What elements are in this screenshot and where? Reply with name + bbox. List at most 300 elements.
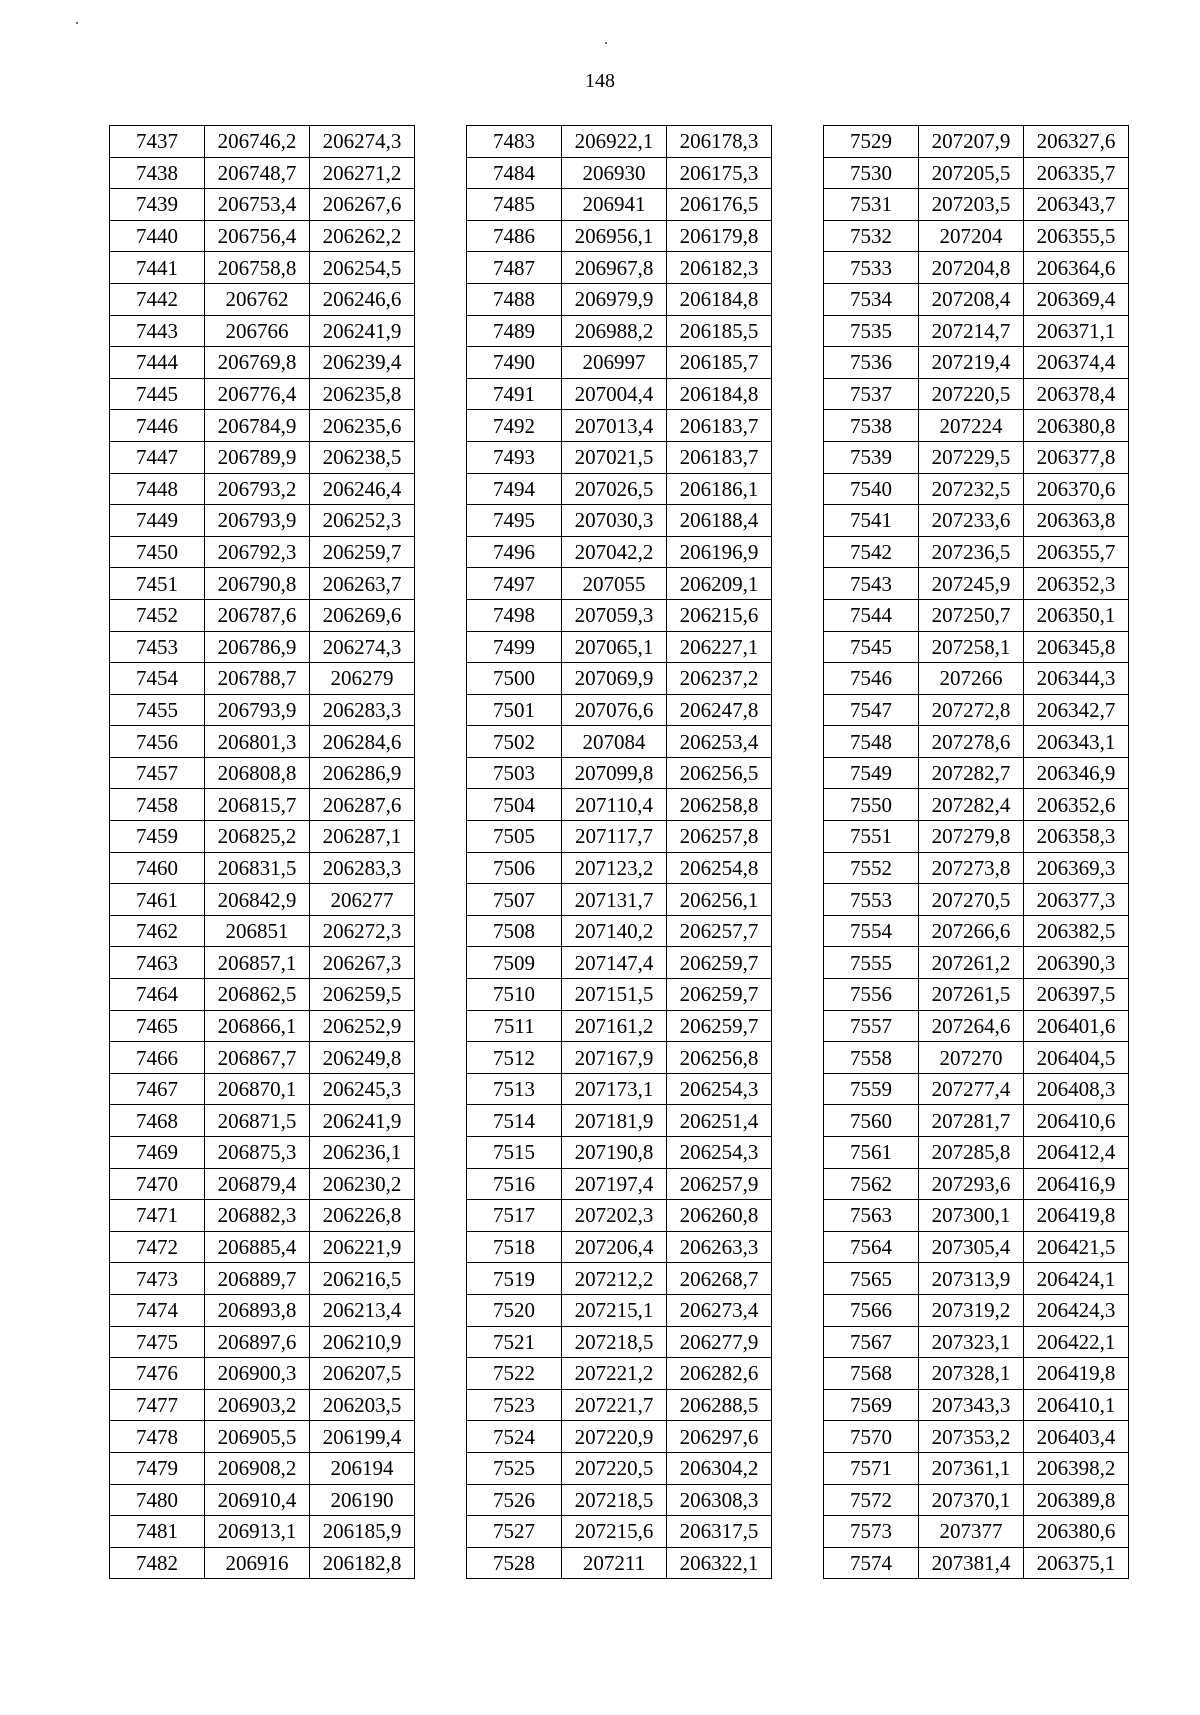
x-coordinate-cell: 207381,4 <box>919 1547 1024 1579</box>
point-number-cell: 7556 <box>824 979 919 1011</box>
point-number-cell: 7440 <box>110 220 205 252</box>
x-coordinate-cell: 207204,8 <box>919 252 1024 284</box>
y-coordinate-cell: 206410,6 <box>1024 1105 1129 1137</box>
x-coordinate-cell: 206769,8 <box>205 347 310 379</box>
y-coordinate-cell: 206369,4 <box>1024 283 1129 315</box>
x-coordinate-cell: 206956,1 <box>562 220 667 252</box>
x-coordinate-cell: 206885,4 <box>205 1231 310 1263</box>
x-coordinate-cell: 207282,7 <box>919 757 1024 789</box>
point-number-cell: 7505 <box>467 821 562 853</box>
x-coordinate-cell: 207220,9 <box>562 1421 667 1453</box>
y-coordinate-cell: 206419,8 <box>1024 1358 1129 1390</box>
table-row <box>824 1358 1129 1390</box>
y-coordinate-cell: 206251,4 <box>667 1105 772 1137</box>
point-number-cell: 7544 <box>824 599 919 631</box>
table-row <box>110 568 415 600</box>
point-number-cell: 7452 <box>110 599 205 631</box>
y-coordinate-cell: 206216,5 <box>310 1263 415 1295</box>
point-number-cell: 7480 <box>110 1484 205 1516</box>
x-coordinate-cell: 207181,9 <box>562 1105 667 1137</box>
table-row <box>110 631 415 663</box>
table-row <box>110 915 415 947</box>
y-coordinate-cell: 206249,8 <box>310 1042 415 1074</box>
point-number-cell: 7530 <box>824 157 919 189</box>
point-number-cell: 7502 <box>467 726 562 758</box>
y-coordinate-cell: 206253,4 <box>667 726 772 758</box>
point-number-cell: 7553 <box>824 884 919 916</box>
x-coordinate-cell: 206897,6 <box>205 1326 310 1358</box>
point-number-cell: 7498 <box>467 599 562 631</box>
y-coordinate-cell: 206403,4 <box>1024 1421 1129 1453</box>
x-coordinate-cell: 207161,2 <box>562 1010 667 1042</box>
y-coordinate-cell: 206424,1 <box>1024 1263 1129 1295</box>
x-coordinate-cell: 207204 <box>919 220 1024 252</box>
table-row <box>110 283 415 315</box>
point-number-cell: 7570 <box>824 1421 919 1453</box>
table-row <box>467 441 772 473</box>
x-coordinate-cell: 207328,1 <box>919 1358 1024 1390</box>
table-row <box>824 189 1129 221</box>
y-coordinate-cell: 206267,6 <box>310 189 415 221</box>
point-number-cell: 7462 <box>110 915 205 947</box>
y-coordinate-cell: 206207,5 <box>310 1358 415 1390</box>
point-number-cell: 7438 <box>110 157 205 189</box>
y-coordinate-cell: 206282,6 <box>667 1358 772 1390</box>
table-row <box>467 979 772 1011</box>
point-number-cell: 7494 <box>467 473 562 505</box>
point-number-cell: 7567 <box>824 1326 919 1358</box>
table-row <box>824 852 1129 884</box>
y-coordinate-cell: 206259,7 <box>667 947 772 979</box>
point-number-cell: 7450 <box>110 536 205 568</box>
point-number-cell: 7534 <box>824 283 919 315</box>
coordinates-table-3 <box>823 125 1129 1579</box>
point-number-cell: 7470 <box>110 1168 205 1200</box>
point-number-cell: 7437 <box>110 126 205 158</box>
point-number-cell: 7558 <box>824 1042 919 1074</box>
y-coordinate-cell: 206185,9 <box>310 1516 415 1548</box>
x-coordinate-cell: 207300,1 <box>919 1200 1024 1232</box>
x-coordinate-cell: 207214,7 <box>919 315 1024 347</box>
y-coordinate-cell: 206239,4 <box>310 347 415 379</box>
table-row <box>467 1200 772 1232</box>
x-coordinate-cell: 207305,4 <box>919 1231 1024 1263</box>
y-coordinate-cell: 206269,6 <box>310 599 415 631</box>
x-coordinate-cell: 206866,1 <box>205 1010 310 1042</box>
y-coordinate-cell: 206203,5 <box>310 1389 415 1421</box>
point-number-cell: 7536 <box>824 347 919 379</box>
table-row <box>467 1547 772 1579</box>
table-row <box>467 1073 772 1105</box>
table-row <box>824 599 1129 631</box>
y-coordinate-cell: 206271,2 <box>310 157 415 189</box>
point-number-cell: 7518 <box>467 1231 562 1263</box>
point-number-cell: 7552 <box>824 852 919 884</box>
table-row <box>824 536 1129 568</box>
x-coordinate-cell: 207233,6 <box>919 505 1024 537</box>
x-coordinate-cell: 207055 <box>562 568 667 600</box>
y-coordinate-cell: 206268,7 <box>667 1263 772 1295</box>
point-number-cell: 7448 <box>110 473 205 505</box>
table-row <box>824 441 1129 473</box>
y-coordinate-cell: 206246,4 <box>310 473 415 505</box>
point-number-cell: 7546 <box>824 663 919 695</box>
x-coordinate-cell: 206788,7 <box>205 663 310 695</box>
y-coordinate-cell: 206277,9 <box>667 1326 772 1358</box>
point-number-cell: 7532 <box>824 220 919 252</box>
x-coordinate-cell: 206784,9 <box>205 410 310 442</box>
point-number-cell: 7564 <box>824 1231 919 1263</box>
point-number-cell: 7458 <box>110 789 205 821</box>
point-number-cell: 7508 <box>467 915 562 947</box>
x-coordinate-cell: 207285,8 <box>919 1137 1024 1169</box>
x-coordinate-cell: 206903,2 <box>205 1389 310 1421</box>
point-number-cell: 7501 <box>467 694 562 726</box>
y-coordinate-cell: 206390,3 <box>1024 947 1129 979</box>
point-number-cell: 7511 <box>467 1010 562 1042</box>
table-row <box>467 884 772 916</box>
y-coordinate-cell: 206377,3 <box>1024 884 1129 916</box>
x-coordinate-cell: 207277,4 <box>919 1073 1024 1105</box>
point-number-cell: 7441 <box>110 252 205 284</box>
x-coordinate-cell: 206790,8 <box>205 568 310 600</box>
x-coordinate-cell: 206793,9 <box>205 694 310 726</box>
y-coordinate-cell: 206215,6 <box>667 599 772 631</box>
table-row <box>467 1042 772 1074</box>
y-coordinate-cell: 206277 <box>310 884 415 916</box>
point-number-cell: 7472 <box>110 1231 205 1263</box>
point-number-cell: 7513 <box>467 1073 562 1105</box>
table-row <box>824 1516 1129 1548</box>
y-coordinate-cell: 206272,3 <box>310 915 415 947</box>
point-number-cell: 7560 <box>824 1105 919 1137</box>
table-row <box>110 126 415 158</box>
y-coordinate-cell: 206241,9 <box>310 315 415 347</box>
point-number-cell: 7520 <box>467 1294 562 1326</box>
point-number-cell: 7533 <box>824 252 919 284</box>
x-coordinate-cell: 206793,2 <box>205 473 310 505</box>
y-coordinate-cell: 206184,8 <box>667 283 772 315</box>
table-row <box>824 663 1129 695</box>
y-coordinate-cell: 206183,7 <box>667 441 772 473</box>
y-coordinate-cell: 206257,7 <box>667 915 772 947</box>
x-coordinate-cell: 207215,6 <box>562 1516 667 1548</box>
point-number-cell: 7488 <box>467 283 562 315</box>
x-coordinate-cell: 207030,3 <box>562 505 667 537</box>
point-number-cell: 7519 <box>467 1263 562 1295</box>
table-row <box>467 1452 772 1484</box>
table-row <box>110 347 415 379</box>
x-coordinate-cell: 206831,5 <box>205 852 310 884</box>
x-coordinate-cell: 207220,5 <box>919 378 1024 410</box>
y-coordinate-cell: 206245,3 <box>310 1073 415 1105</box>
table-row <box>110 599 415 631</box>
x-coordinate-cell: 207059,3 <box>562 599 667 631</box>
y-coordinate-cell: 206410,1 <box>1024 1389 1129 1421</box>
y-coordinate-cell: 206254,8 <box>667 852 772 884</box>
x-coordinate-cell: 206825,2 <box>205 821 310 853</box>
table-row <box>824 947 1129 979</box>
point-number-cell: 7445 <box>110 378 205 410</box>
point-number-cell: 7531 <box>824 189 919 221</box>
y-coordinate-cell: 206322,1 <box>667 1547 772 1579</box>
y-coordinate-cell: 206252,3 <box>310 505 415 537</box>
x-coordinate-cell: 206913,1 <box>205 1516 310 1548</box>
y-coordinate-cell: 206279 <box>310 663 415 695</box>
point-number-cell: 7507 <box>467 884 562 916</box>
y-coordinate-cell: 206179,8 <box>667 220 772 252</box>
y-coordinate-cell: 206226,8 <box>310 1200 415 1232</box>
y-coordinate-cell: 206258,8 <box>667 789 772 821</box>
x-coordinate-cell: 206746,2 <box>205 126 310 158</box>
point-number-cell: 7500 <box>467 663 562 695</box>
table-row <box>824 410 1129 442</box>
x-coordinate-cell: 207099,8 <box>562 757 667 789</box>
x-coordinate-cell: 207208,4 <box>919 283 1024 315</box>
table-row <box>110 979 415 1011</box>
table-row <box>110 1263 415 1295</box>
y-coordinate-cell: 206364,6 <box>1024 252 1129 284</box>
table-row <box>110 1421 415 1453</box>
y-coordinate-cell: 206424,3 <box>1024 1294 1129 1326</box>
y-coordinate-cell: 206421,5 <box>1024 1231 1129 1263</box>
y-coordinate-cell: 206252,9 <box>310 1010 415 1042</box>
point-number-cell: 7514 <box>467 1105 562 1137</box>
table-row <box>467 378 772 410</box>
table-row <box>110 1547 415 1579</box>
x-coordinate-cell: 207245,9 <box>919 568 1024 600</box>
x-coordinate-cell: 207173,1 <box>562 1073 667 1105</box>
x-coordinate-cell: 207232,5 <box>919 473 1024 505</box>
point-number-cell: 7528 <box>467 1547 562 1579</box>
point-number-cell: 7485 <box>467 189 562 221</box>
x-coordinate-cell: 206789,9 <box>205 441 310 473</box>
table-row <box>824 1484 1129 1516</box>
x-coordinate-cell: 207270 <box>919 1042 1024 1074</box>
table-row <box>824 378 1129 410</box>
y-coordinate-cell: 206380,6 <box>1024 1516 1129 1548</box>
x-coordinate-cell: 207212,2 <box>562 1263 667 1295</box>
point-number-cell: 7547 <box>824 694 919 726</box>
y-coordinate-cell: 206260,8 <box>667 1200 772 1232</box>
table-row <box>467 852 772 884</box>
table-row <box>824 505 1129 537</box>
table-row <box>110 663 415 695</box>
table-row <box>467 1294 772 1326</box>
x-coordinate-cell: 206753,4 <box>205 189 310 221</box>
table-row <box>824 157 1129 189</box>
y-coordinate-cell: 206397,5 <box>1024 979 1129 1011</box>
point-number-cell: 7540 <box>824 473 919 505</box>
y-coordinate-cell: 206412,4 <box>1024 1137 1129 1169</box>
y-coordinate-cell: 206350,1 <box>1024 599 1129 631</box>
point-number-cell: 7561 <box>824 1137 919 1169</box>
x-coordinate-cell: 207264,6 <box>919 1010 1024 1042</box>
point-number-cell: 7562 <box>824 1168 919 1200</box>
y-coordinate-cell: 206304,2 <box>667 1452 772 1484</box>
point-number-cell: 7489 <box>467 315 562 347</box>
x-coordinate-cell: 207229,5 <box>919 441 1024 473</box>
point-number-cell: 7461 <box>110 884 205 916</box>
y-coordinate-cell: 206188,4 <box>667 505 772 537</box>
y-coordinate-cell: 206389,8 <box>1024 1484 1129 1516</box>
y-coordinate-cell: 206235,6 <box>310 410 415 442</box>
point-number-cell: 7471 <box>110 1200 205 1232</box>
x-coordinate-cell: 207076,6 <box>562 694 667 726</box>
point-number-cell: 7444 <box>110 347 205 379</box>
point-number-cell: 7499 <box>467 631 562 663</box>
y-coordinate-cell: 206355,7 <box>1024 536 1129 568</box>
table-row <box>467 1010 772 1042</box>
point-number-cell: 7523 <box>467 1389 562 1421</box>
table-row <box>110 1389 415 1421</box>
y-coordinate-cell: 206199,4 <box>310 1421 415 1453</box>
y-coordinate-cell: 206259,5 <box>310 979 415 1011</box>
table-row <box>467 663 772 695</box>
x-coordinate-cell: 207278,6 <box>919 726 1024 758</box>
y-coordinate-cell: 206273,4 <box>667 1294 772 1326</box>
table-row <box>110 220 415 252</box>
x-coordinate-cell: 207221,7 <box>562 1389 667 1421</box>
y-coordinate-cell: 206256,1 <box>667 884 772 916</box>
point-number-cell: 7541 <box>824 505 919 537</box>
y-coordinate-cell: 206352,3 <box>1024 568 1129 600</box>
table-row <box>110 884 415 916</box>
table-row <box>110 1326 415 1358</box>
table-row <box>467 568 772 600</box>
y-coordinate-cell: 206209,1 <box>667 568 772 600</box>
x-coordinate-cell: 207258,1 <box>919 631 1024 663</box>
x-coordinate-cell: 206882,3 <box>205 1200 310 1232</box>
point-number-cell: 7453 <box>110 631 205 663</box>
x-coordinate-cell: 207167,9 <box>562 1042 667 1074</box>
y-coordinate-cell: 206176,5 <box>667 189 772 221</box>
y-coordinate-cell: 206257,8 <box>667 821 772 853</box>
point-number-cell: 7493 <box>467 441 562 473</box>
x-coordinate-cell: 206762 <box>205 283 310 315</box>
y-coordinate-cell: 206254,5 <box>310 252 415 284</box>
x-coordinate-cell: 206871,5 <box>205 1105 310 1137</box>
table-row <box>824 1294 1129 1326</box>
table-row <box>824 1105 1129 1137</box>
y-coordinate-cell: 206283,3 <box>310 852 415 884</box>
table-row <box>467 315 772 347</box>
x-coordinate-cell: 207218,5 <box>562 1484 667 1516</box>
x-coordinate-cell: 207004,4 <box>562 378 667 410</box>
x-coordinate-cell: 206756,4 <box>205 220 310 252</box>
table-row <box>110 1168 415 1200</box>
table-row <box>110 473 415 505</box>
point-number-cell: 7555 <box>824 947 919 979</box>
table-row <box>824 1421 1129 1453</box>
x-coordinate-cell: 207084 <box>562 726 667 758</box>
x-coordinate-cell: 207013,4 <box>562 410 667 442</box>
x-coordinate-cell: 206922,1 <box>562 126 667 158</box>
table-row <box>467 631 772 663</box>
table-row <box>824 1168 1129 1200</box>
x-coordinate-cell: 207273,8 <box>919 852 1024 884</box>
y-coordinate-cell: 206287,1 <box>310 821 415 853</box>
y-coordinate-cell: 206398,2 <box>1024 1452 1129 1484</box>
table-row <box>824 694 1129 726</box>
x-coordinate-cell: 207266,6 <box>919 915 1024 947</box>
x-coordinate-cell: 207293,6 <box>919 1168 1024 1200</box>
table-row <box>467 157 772 189</box>
point-number-cell: 7569 <box>824 1389 919 1421</box>
table-row <box>824 1042 1129 1074</box>
x-coordinate-cell: 207221,2 <box>562 1358 667 1390</box>
x-coordinate-cell: 207215,1 <box>562 1294 667 1326</box>
point-number-cell: 7443 <box>110 315 205 347</box>
y-coordinate-cell: 206378,4 <box>1024 378 1129 410</box>
table-row <box>467 1358 772 1390</box>
table-row <box>824 1389 1129 1421</box>
table-row <box>110 789 415 821</box>
x-coordinate-cell: 206867,7 <box>205 1042 310 1074</box>
table-row <box>110 852 415 884</box>
point-number-cell: 7490 <box>467 347 562 379</box>
point-number-cell: 7481 <box>110 1516 205 1548</box>
point-number-cell: 7464 <box>110 979 205 1011</box>
point-number-cell: 7478 <box>110 1421 205 1453</box>
x-coordinate-cell: 207361,1 <box>919 1452 1024 1484</box>
y-coordinate-cell: 206370,6 <box>1024 473 1129 505</box>
point-number-cell: 7566 <box>824 1294 919 1326</box>
y-coordinate-cell: 206375,1 <box>1024 1547 1129 1579</box>
point-number-cell: 7535 <box>824 315 919 347</box>
x-coordinate-cell: 207220,5 <box>562 1452 667 1484</box>
table-row <box>110 441 415 473</box>
table-row <box>824 789 1129 821</box>
table-row <box>824 1200 1129 1232</box>
table-row <box>467 1231 772 1263</box>
point-number-cell: 7510 <box>467 979 562 1011</box>
point-number-cell: 7469 <box>110 1137 205 1169</box>
point-number-cell: 7439 <box>110 189 205 221</box>
point-number-cell: 7468 <box>110 1105 205 1137</box>
x-coordinate-cell: 207197,4 <box>562 1168 667 1200</box>
x-coordinate-cell: 207069,9 <box>562 663 667 695</box>
table-row <box>824 568 1129 600</box>
y-coordinate-cell: 206221,9 <box>310 1231 415 1263</box>
table-row <box>824 726 1129 758</box>
point-number-cell: 7479 <box>110 1452 205 1484</box>
point-number-cell: 7559 <box>824 1073 919 1105</box>
point-number-cell: 7475 <box>110 1326 205 1358</box>
x-coordinate-cell: 206815,7 <box>205 789 310 821</box>
table-row <box>110 1010 415 1042</box>
point-number-cell: 7484 <box>467 157 562 189</box>
y-coordinate-cell: 206257,9 <box>667 1168 772 1200</box>
x-coordinate-cell: 207261,2 <box>919 947 1024 979</box>
y-coordinate-cell: 206196,9 <box>667 536 772 568</box>
y-coordinate-cell: 206346,9 <box>1024 757 1129 789</box>
x-coordinate-cell: 206857,1 <box>205 947 310 979</box>
y-coordinate-cell: 206335,7 <box>1024 157 1129 189</box>
x-coordinate-cell: 207282,4 <box>919 789 1024 821</box>
table-row <box>467 1137 772 1169</box>
y-coordinate-cell: 206256,8 <box>667 1042 772 1074</box>
x-coordinate-cell: 206766 <box>205 315 310 347</box>
point-number-cell: 7554 <box>824 915 919 947</box>
table-row <box>110 1484 415 1516</box>
table-row <box>824 283 1129 315</box>
x-coordinate-cell: 207110,4 <box>562 789 667 821</box>
y-coordinate-cell: 206241,9 <box>310 1105 415 1137</box>
x-coordinate-cell: 207203,5 <box>919 189 1024 221</box>
table-row <box>110 410 415 442</box>
x-coordinate-cell: 206870,1 <box>205 1073 310 1105</box>
